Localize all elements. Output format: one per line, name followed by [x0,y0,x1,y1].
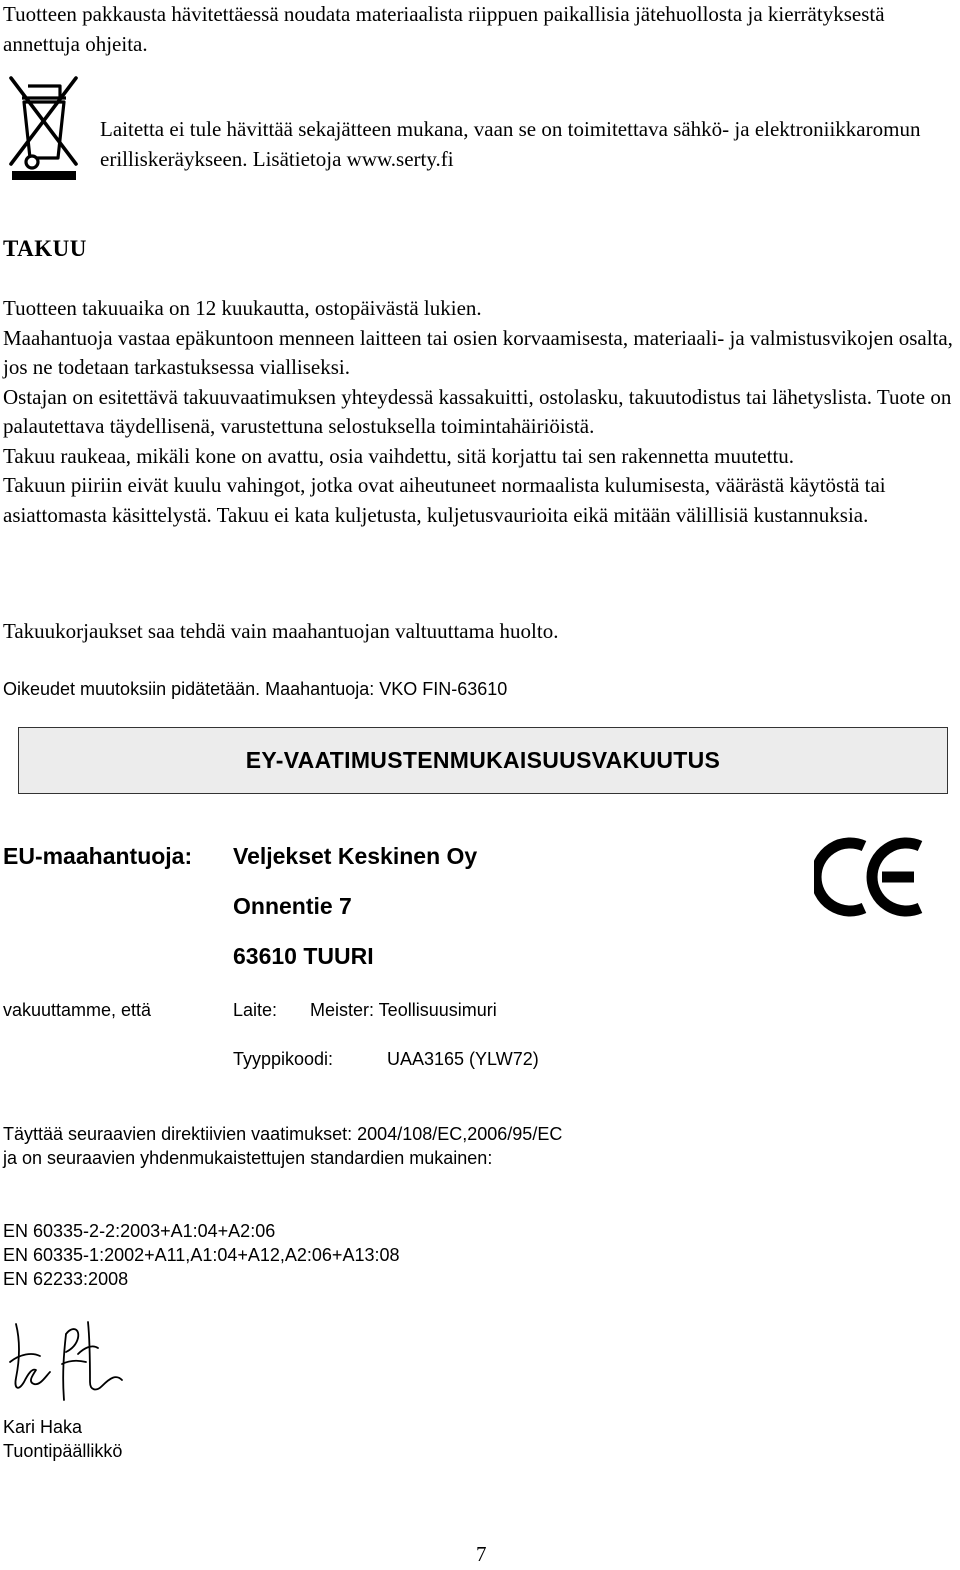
device-label: Laite: [233,1000,278,1020]
standard-item: EN 62233:2008 [3,1269,129,1289]
warranty-paragraph: Takuun piiriin eivät kuulu vahingot, jotka ovat aiheutuneet normaalista kulumisesta, väärästä käytöstä tai asiattomasta käsittelystä. Takuu ei kata kuljetusta, kuljetusvaurioita eikä mitään välillisiä kustannuksia. [3,473,886,527]
standards-intro-line: ja on seuraavien yhdenmukaistettujen standardien mukainen: [3,1148,493,1168]
standard-item: EN 60335-1:2002+A11,A1:04+A12,A2:06+A13:08 [3,1245,400,1265]
directives-statement [3,1122,562,1170]
importer-label: EU-maahantuoja: [3,843,193,869]
weee-disposal-notice: Laitetta ei tule hävittää sekajätteen mukana, vaan se on toimitettava sähkö- ja elektroniikkaromun erilliskeräykseen. Lisätietoja www.serty.fi [100,117,921,171]
importer-city: 63610 TUURI [233,943,374,969]
declaration-title: EY-VAATIMUSTENMUKAISUUSVAKUUTUS [245,747,721,773]
importer-name: Veljekset Keskinen Oy [233,843,478,869]
type-code-label: Tyyppikoodi: [233,1049,334,1069]
ce-mark-icon [814,834,928,920]
type-code-value: UAA3165 (YLW72) [387,1049,539,1069]
rights-reserved-note: Oikeudet muutoksiin pidätetään. Maahantuoja: VKO FIN-63610 [3,679,508,699]
warranty-paragraph: Takuu raukeaa, mikäli kone on avattu, osia vaihdettu, sitä korjattu tai sen rakennetta muutettu. [3,443,795,468]
warranty-repairs-note: Takuukorjaukset saa tehdä vain maahantuojan valtuuttama huolto. [3,619,559,643]
warranty-paragraph: Ostajan on esitettävä takuuvaatimuksen yhteydessä kassakuitti, ostolasku, takuutodistus tai lähetyslista. Tuote on palautettava täydellisenä, varustettuna selostuksella toimintahäiriöistä. [3,384,952,438]
importer-street: Onnentie 7 [233,893,352,919]
standard-item: EN 60335-2-2:2003+A1:04+A2:06 [3,1221,276,1241]
warranty-terms [3,294,958,530]
signer-title: Tuontipäällikkö [3,1441,123,1461]
warranty-paragraph: Tuotteen takuuaika on 12 kuukautta, ostopäivästä lukien. [3,296,482,320]
intro-paragraph: Tuotteen pakkausta hävitettäessä noudata materiaalista riippuen paikallisia jätehuollosta ja kierrätyksestä annettuja ohjeita. [3,2,885,56]
device-value: Meister: Teollisuusimuri [310,1000,497,1020]
signer-name: Kari Haka [3,1417,83,1437]
warranty-paragraph: Maahantuoja vastaa epäkuntoon menneen laitteen tai osien korvaamisesta, materiaali- ja valmistusvikojen osalta, jos ne todetaan tarkastuksessa vialliseksi. [3,325,953,379]
warranty-heading: TAKUU [3,236,87,261]
declaration-title-box [18,727,948,794]
declaration-statement-label: vakuuttamme, että [3,1000,152,1020]
page-number: 7 [476,1542,487,1566]
directives-line: Täyttää seuraavien direktiivien vaatimukset: 2004/108/EC,2006/95/EC [3,1124,563,1144]
crossed-out-wheelie-bin-icon [8,74,80,182]
handwritten-signature [6,1318,124,1408]
standards-list [3,1219,400,1291]
